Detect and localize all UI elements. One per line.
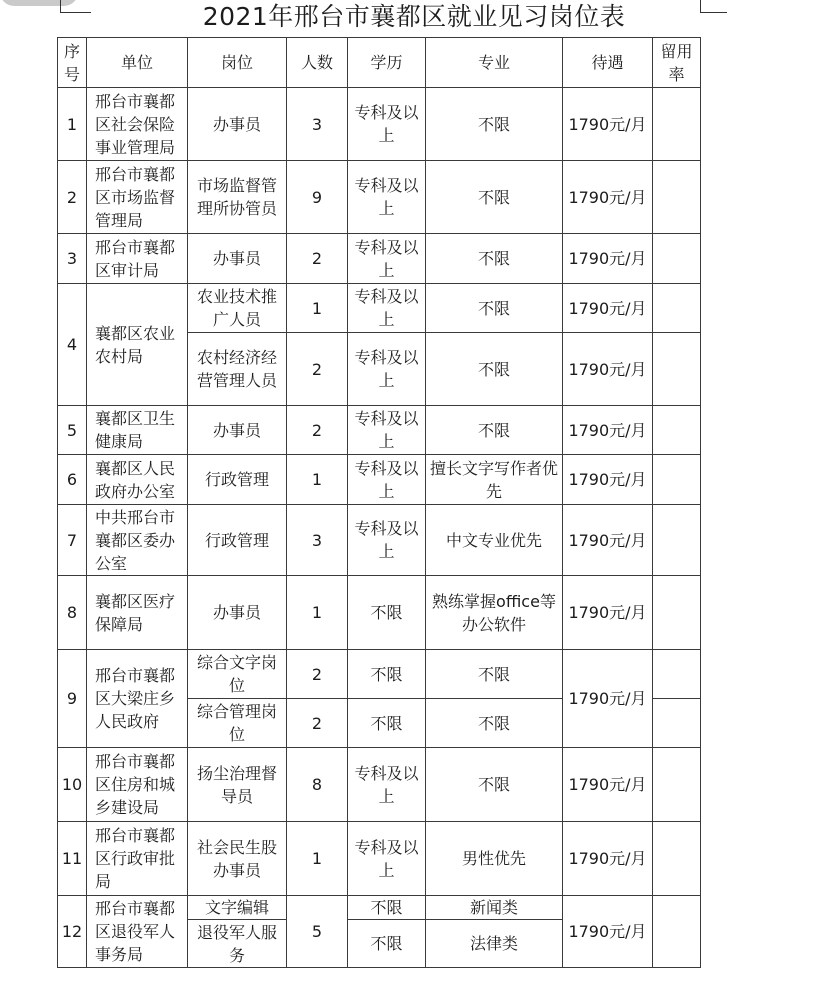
- seq-cell: 6: [58, 455, 87, 505]
- retention-cell: [653, 748, 701, 822]
- retention-cell: [653, 161, 701, 234]
- position-cell: 农业技术推广人员: [188, 284, 287, 333]
- retention-cell: [653, 455, 701, 505]
- major-cell: 不限: [426, 161, 563, 234]
- unit-cell: 邢台市襄都区市场监督管理局: [87, 161, 188, 234]
- education-cell: 不限: [348, 920, 426, 968]
- education-cell: 专科及以上: [348, 505, 426, 576]
- pay-cell: 1790元/月: [563, 576, 653, 650]
- table-row: [58, 161, 701, 234]
- position-cell: 办事员: [188, 576, 287, 650]
- retention-cell: [653, 88, 701, 161]
- position-cell: 综合文字岗位: [188, 650, 287, 699]
- education-cell: 专科及以上: [348, 748, 426, 822]
- major-cell: 男性优先: [426, 822, 563, 896]
- seq-cell: 4: [58, 284, 87, 406]
- table-row: [58, 284, 701, 333]
- pay-cell: 1790元/月: [563, 161, 653, 234]
- seq-cell: 7: [58, 505, 87, 576]
- header-education: 学历: [348, 38, 426, 88]
- table-row: [58, 234, 701, 284]
- major-cell: 擅长文字写作者优先: [426, 455, 563, 505]
- major-cell: 不限: [426, 650, 563, 699]
- major-cell: 不限: [426, 699, 563, 748]
- retention-cell: [653, 896, 701, 968]
- pay-cell: 1790元/月: [563, 333, 653, 406]
- count-cell: 1: [287, 284, 348, 333]
- education-cell: 专科及以上: [348, 406, 426, 455]
- position-cell: 行政管理: [188, 455, 287, 505]
- header-seq: 序号: [58, 38, 87, 88]
- education-cell: 专科及以上: [348, 822, 426, 896]
- education-cell: 不限: [348, 699, 426, 748]
- education-cell: 专科及以上: [348, 284, 426, 333]
- count-cell: 8: [287, 748, 348, 822]
- count-cell: 2: [287, 333, 348, 406]
- count-cell: 9: [287, 161, 348, 234]
- pay-cell: 1790元/月: [563, 284, 653, 333]
- seq-cell: 1: [58, 88, 87, 161]
- unit-cell: 邢台市襄都区社会保险事业管理局: [87, 88, 188, 161]
- education-cell: 专科及以上: [348, 234, 426, 284]
- pay-cell: 1790元/月: [563, 234, 653, 284]
- position-cell: 农村经济经营管理人员: [188, 333, 287, 406]
- retention-cell: [653, 505, 701, 576]
- unit-cell: 襄都区农业农村局: [87, 284, 188, 406]
- pay-cell: 1790元/月: [563, 505, 653, 576]
- major-cell: 不限: [426, 284, 563, 333]
- retention-cell: [653, 284, 701, 333]
- position-cell: 文字编辑: [188, 896, 287, 920]
- count-cell: 2: [287, 234, 348, 284]
- seq-cell: 10: [58, 748, 87, 822]
- pay-cell: 1790元/月: [563, 822, 653, 896]
- header-count: 人数: [287, 38, 348, 88]
- major-cell: 不限: [426, 234, 563, 284]
- unit-cell: 中共邢台市襄都区委办公室: [87, 505, 188, 576]
- unit-cell: 襄都区卫生健康局: [87, 406, 188, 455]
- position-cell: 社会民生股办事员: [188, 822, 287, 896]
- seq-cell: 2: [58, 161, 87, 234]
- pay-cell: 1790元/月: [563, 88, 653, 161]
- count-cell: 2: [287, 650, 348, 699]
- page-title: 2021年邢台市襄都区就业见习岗位表: [202, 2, 626, 31]
- pay-cell: 1790元/月: [563, 896, 653, 968]
- count-cell: 1: [287, 576, 348, 650]
- seq-cell: 8: [58, 576, 87, 650]
- retention-cell: [653, 650, 701, 699]
- pay-cell: 1790元/月: [563, 406, 653, 455]
- table-row: [58, 896, 701, 920]
- unit-cell: 邢台市襄都区退役军人事务局: [87, 896, 188, 968]
- retention-cell: [653, 822, 701, 896]
- unit-cell: 襄都区医疗保障局: [87, 576, 188, 650]
- header-pay: 待遇: [563, 38, 653, 88]
- position-cell: 综合管理岗位: [188, 699, 287, 748]
- education-cell: 不限: [348, 650, 426, 699]
- education-cell: 不限: [348, 576, 426, 650]
- table-row: [58, 576, 701, 650]
- table-row: [58, 406, 701, 455]
- unit-cell: 邢台市襄都区审计局: [87, 234, 188, 284]
- count-cell: 3: [287, 505, 348, 576]
- major-cell: 熟练掌握office等办公软件: [426, 576, 563, 650]
- table-row: [58, 748, 701, 822]
- education-cell: 专科及以上: [348, 455, 426, 505]
- seq-cell: 9: [58, 650, 87, 748]
- major-cell: 不限: [426, 406, 563, 455]
- seq-cell: 5: [58, 406, 87, 455]
- header-position: 岗位: [188, 38, 287, 88]
- count-cell: 5: [287, 896, 348, 968]
- position-cell: 办事员: [188, 88, 287, 161]
- seq-cell: 3: [58, 234, 87, 284]
- seq-cell: 11: [58, 822, 87, 896]
- major-cell: 新闻类: [426, 896, 563, 920]
- pay-cell: 1790元/月: [563, 748, 653, 822]
- unit-cell: 邢台市襄都区大梁庄乡人民政府: [87, 650, 188, 748]
- education-cell: 专科及以上: [348, 88, 426, 161]
- retention-cell: [653, 576, 701, 650]
- position-cell: 办事员: [188, 406, 287, 455]
- table-row: [58, 505, 701, 576]
- major-cell: 不限: [426, 748, 563, 822]
- count-cell: 2: [287, 406, 348, 455]
- count-cell: 1: [287, 822, 348, 896]
- education-cell: 不限: [348, 896, 426, 920]
- table-row: [58, 650, 701, 699]
- pay-cell: 1790元/月: [563, 455, 653, 505]
- retention-cell: [653, 699, 701, 748]
- unit-cell: 襄都区人民政府办公室: [87, 455, 188, 505]
- position-cell: 市场监督管理所协管员: [188, 161, 287, 234]
- position-cell: 办事员: [188, 234, 287, 284]
- count-cell: 2: [287, 699, 348, 748]
- major-cell: 不限: [426, 333, 563, 406]
- education-cell: 专科及以上: [348, 161, 426, 234]
- count-cell: 1: [287, 455, 348, 505]
- header-retention: 留用率: [653, 38, 701, 88]
- header-unit: 单位: [87, 38, 188, 88]
- header-row: [58, 38, 701, 88]
- unit-cell: 邢台市襄都区住房和城乡建设局: [87, 748, 188, 822]
- table-row: [58, 88, 701, 161]
- seq-cell: 12: [58, 896, 87, 968]
- table-row: [58, 455, 701, 505]
- major-cell: 中文专业优先: [426, 505, 563, 576]
- retention-cell: [653, 406, 701, 455]
- position-cell: 行政管理: [188, 505, 287, 576]
- header-major: 专业: [426, 38, 563, 88]
- position-cell: 扬尘治理督导员: [188, 748, 287, 822]
- pay-cell: 1790元/月: [563, 650, 653, 748]
- unit-cell: 邢台市襄都区行政审批局: [87, 822, 188, 896]
- position-cell: 退役军人服务: [188, 920, 287, 968]
- count-cell: 3: [287, 88, 348, 161]
- major-cell: 不限: [426, 88, 563, 161]
- table-row: [58, 822, 701, 896]
- job-table: [57, 37, 701, 968]
- major-cell: 法律类: [426, 920, 563, 968]
- education-cell: 专科及以上: [348, 333, 426, 406]
- retention-cell: [653, 333, 701, 406]
- retention-cell: [653, 234, 701, 284]
